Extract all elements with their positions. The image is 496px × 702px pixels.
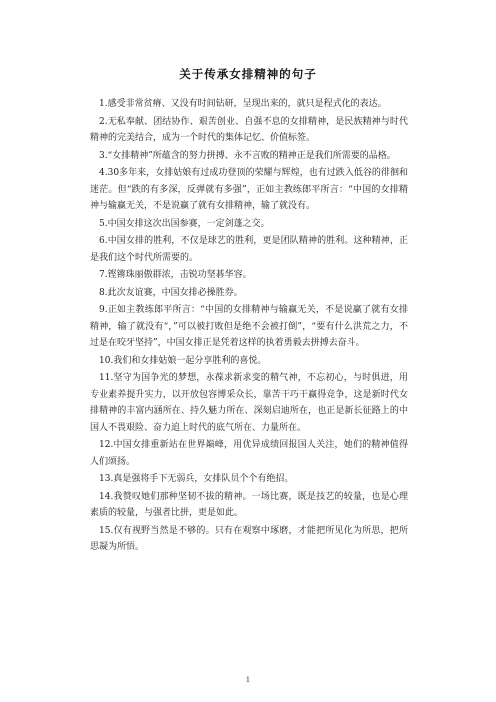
paragraph-7: 7.铿锵珠丽傲群浓，击锐功坚碁华容。: [99, 270, 252, 280]
paragraph-13: 13.真是强将手下无弱兵，女排队员个个有绝招。: [99, 474, 294, 484]
paragraph-15: 15.仅有视野当然是不够的。只有在观察中琢磨，才能把所见化为所思，把所思凝为所悟。: [90, 525, 408, 552]
paragraph-1: 1.感受非常贫瘠、又没有时间钻研，呈现出来的，就只是程式化的表达。: [99, 99, 387, 109]
paragraph-10: 10.我们和女排姑娘一起分享胜利的喜悦。: [99, 355, 267, 366]
paragraph-3: 3.“女排精神”所蕴含的努力拼搏、永不言败的精神正是我们所需要的品格。: [99, 150, 396, 161]
paragraph-11: 11.坚守为国争光的梦想，永葆求新求变的精气神，不忘初心，与时俱进，用专业素养提升实力，以开放包容博采众长，靠苦干巧干赢得竞争，这是新时代女排精神的丰富内涵所在、持久魅力所在、深刻启迪所在，也正是新长征路上的中国人不畏艰险、奋力追上时代的底气所在、力量所在。: [90, 373, 408, 433]
paragraph-6: 6.中国女排的胜利，不仅是球艺的胜利，更是团队精神的胜利。这种精神，正是我们这个时代所需要的。: [90, 236, 408, 263]
paragraph-4: 4.30多年来，女排姑娘有过成功登顶的荣耀与辉煌，也有过跌入低谷的徘徊和迷茫。但“跌的有多深，反弹就有多强”，正如主教练郎平所言：“中国的女排精神与输赢无关，不是说赢了就有女排精神，输了就没有。: [90, 168, 408, 211]
page-number: 1: [245, 676, 251, 684]
document-body: [90, 96, 408, 557]
paragraph-2: 2.无私奉献、团结协作、艰苦创业、自强不息的女排精神，是民族精神与时代精神的完美结合，成为一个时代的集体记忆、价值标签。: [90, 116, 408, 143]
paragraph-14: 14.我赞叹她们那种坚韧不拔的精神。一场比赛，既是技艺的较量，也是心理素质的较量，与强者比拼，更是如此。: [90, 491, 408, 518]
paragraph-8: 8.此次友谊赛，中国女排必操胜券。: [99, 287, 243, 298]
document-title: 关于传承女排精神的句子: [179, 67, 317, 81]
paragraph-12: 12.中国女排重新站在世界巅峰，用优异成绩回报国人关注，她们的精神值得人们颂扬。: [90, 440, 408, 467]
paragraph-5: 5.中国女排这次出国参赛，一定剑蓬之交。: [99, 218, 270, 229]
paragraph-9: 9.正如主教练郎平所言：“中国的女排精神与输赢无关，不是说赢了就有女排精神，输了就没有“，”可以被打败但是绝不会被打倒”，“要有什么洪荒之力，不过是在咬牙坚持”，中国女排正是凭着这样的执着勇毅去拼搏去奋斗。: [90, 305, 408, 348]
